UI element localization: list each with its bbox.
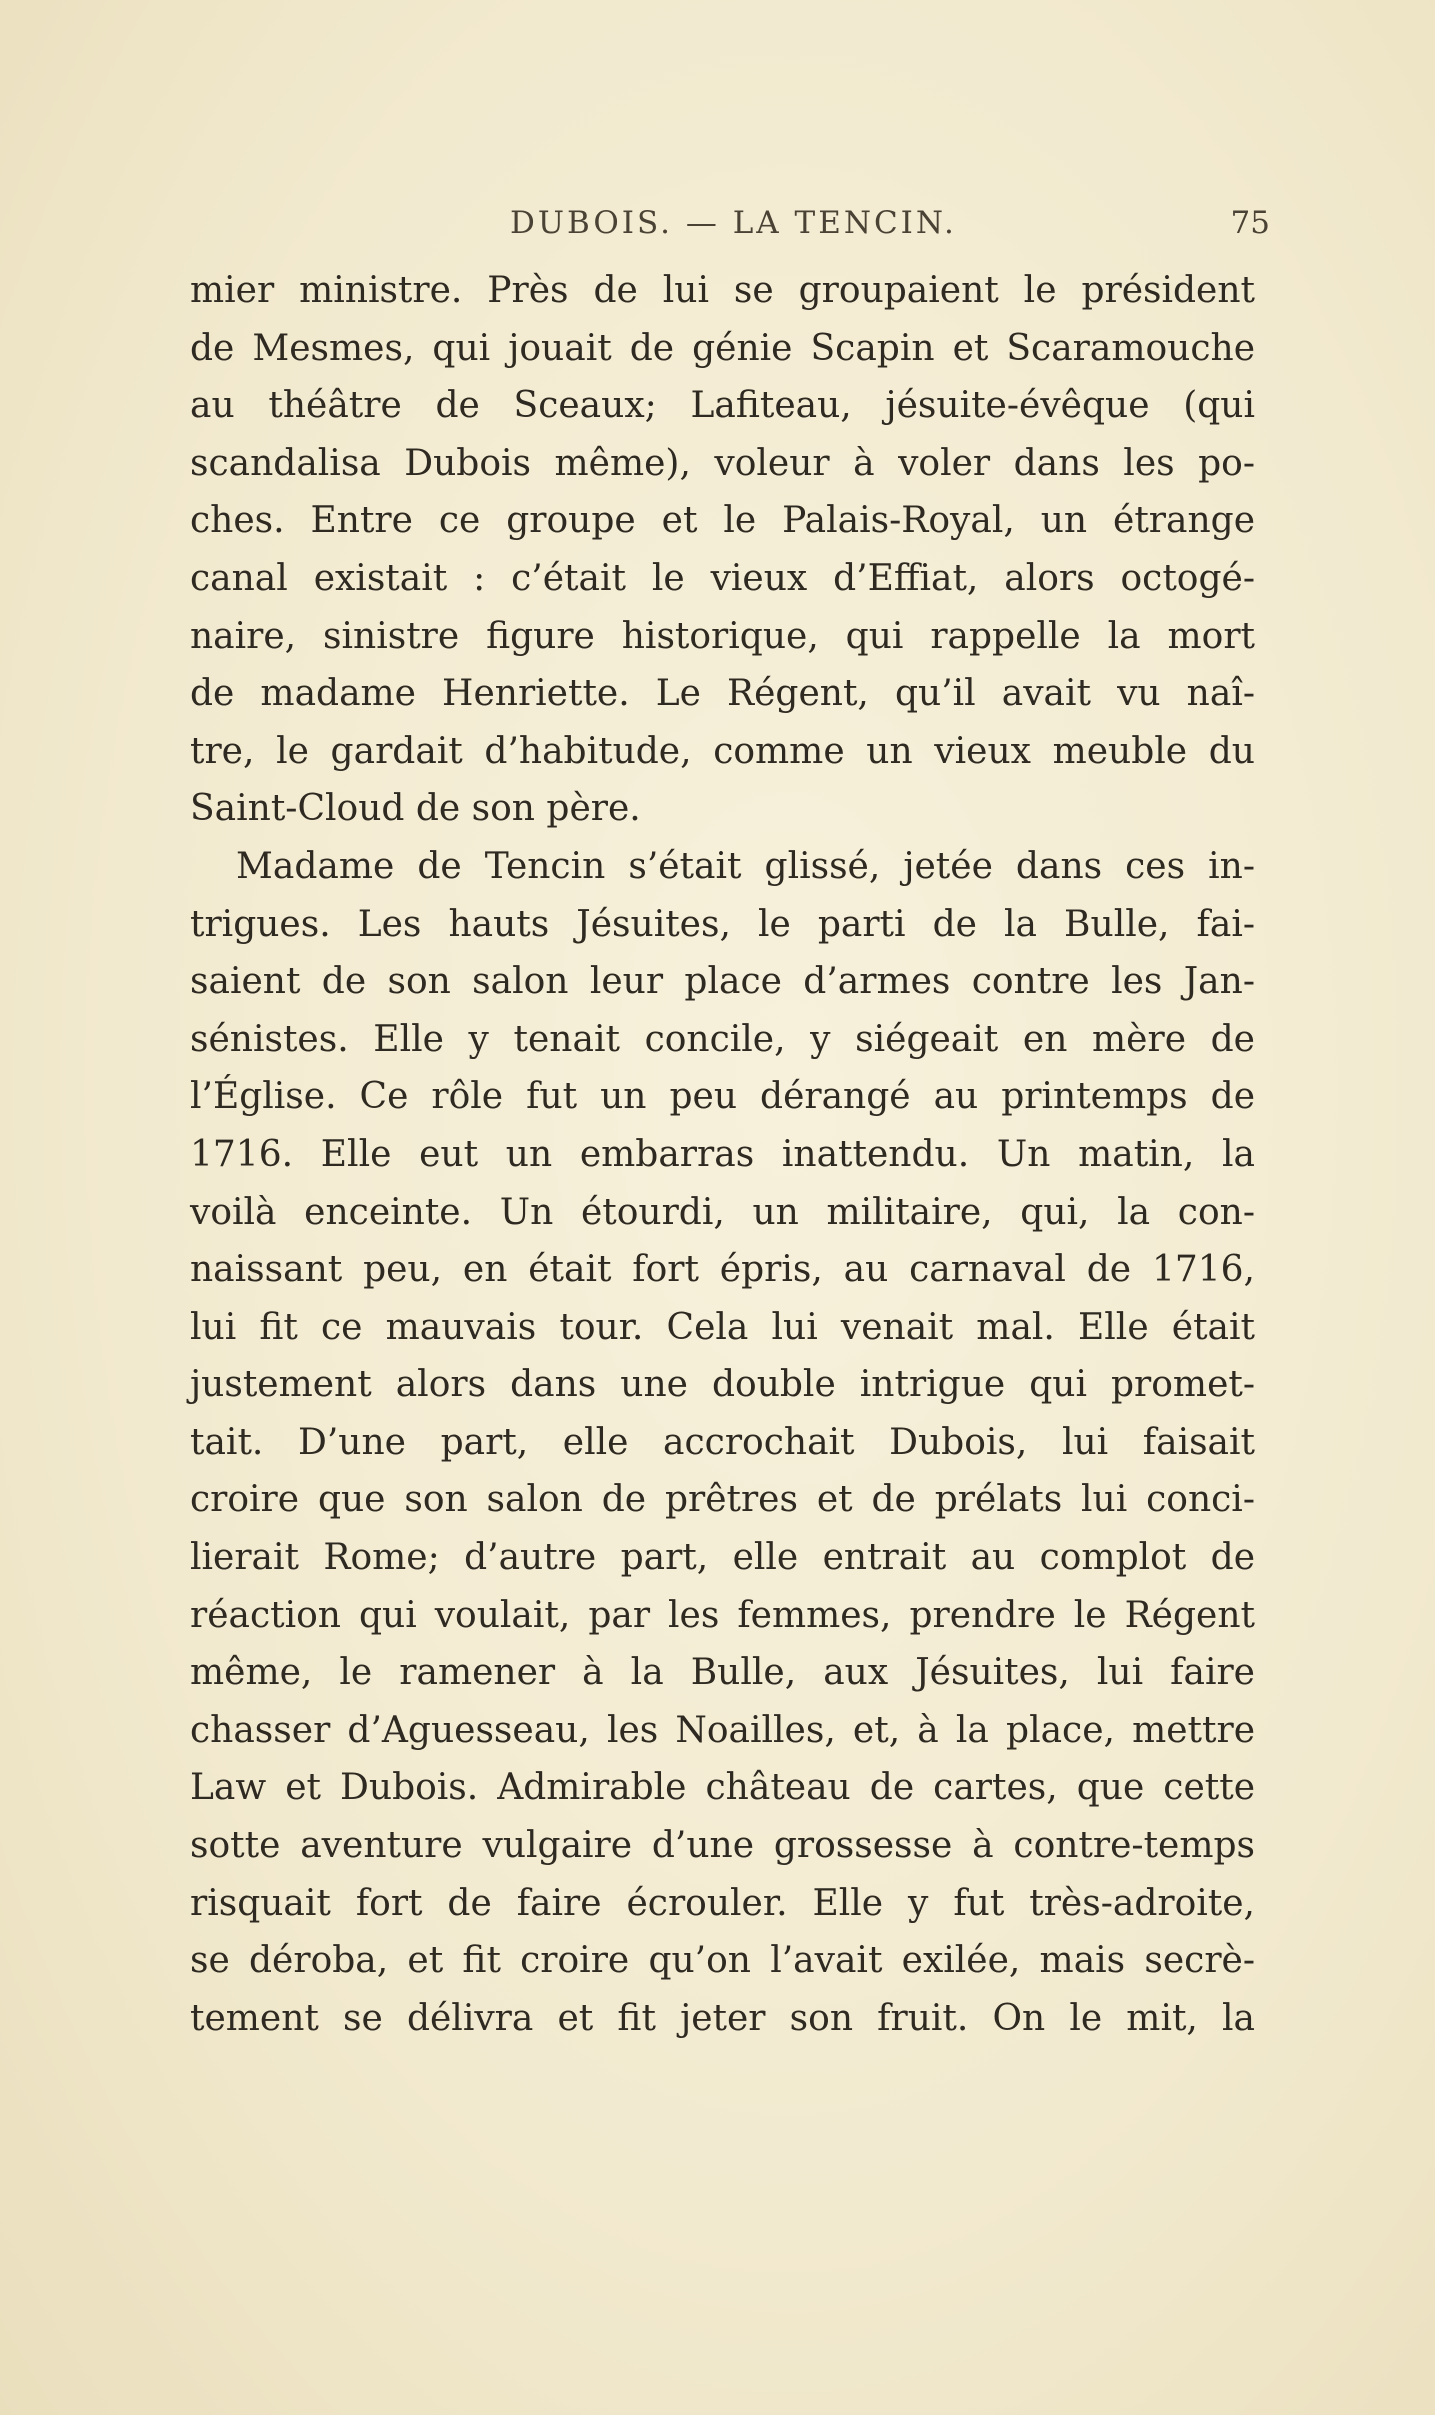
text-line: trigues. Les hauts Jésuites, le parti de la Bulle, fai- xyxy=(190,903,1255,945)
text-line: sénistes. Elle y tenait concile, y siégeait en mère de xyxy=(190,1018,1255,1060)
text-line: voilà enceinte. Un étourdi, un militaire, qui, la con- xyxy=(190,1191,1255,1233)
text-line: tait. D’une part, elle accrochait Dubois, lui faisait xyxy=(190,1421,1255,1463)
text-line: canal existait : c’était le vieux d’Effiat, alors octogé- xyxy=(190,557,1255,599)
text-line: réaction qui voulait, par les femmes, prendre le Régent xyxy=(190,1594,1255,1636)
text-line: naissant peu, en était fort épris, au carnaval de 1716, xyxy=(190,1249,1255,1291)
text-line: au théâtre de Sceaux; Lafiteau, jésuite-évêque (qui xyxy=(190,385,1255,427)
text-line: de Mesmes, qui jouait de génie Scapin et Scaramouche xyxy=(190,327,1255,369)
text-line: tre, le gardait d’habitude, comme un vieux meuble du xyxy=(190,730,1255,772)
text-line: chasser d’Aguesseau, les Noailles, et, à la place, mettre xyxy=(190,1709,1255,1751)
text-line: mier ministre. Près de lui se groupaient le président xyxy=(190,270,1255,311)
text-line: Law et Dubois. Admirable château de cartes, que cette xyxy=(190,1767,1255,1809)
text-line: risquait fort de faire écrouler. Elle y fut très-adroite, xyxy=(190,1882,1255,1924)
text-line: tement se délivra et fit jeter son fruit. On le mit, la xyxy=(190,1997,1255,2039)
text-line: justement alors dans une double intrigue qui promet- xyxy=(190,1364,1255,1406)
running-head xyxy=(190,205,1270,255)
text-line: scandalisa Dubois même), voleur à voler dans les po- xyxy=(190,442,1255,484)
text-line: ches. Entre ce groupe et le Palais-Royal, un étrange xyxy=(190,500,1255,542)
text-line: lierait Rome; d’autre part, elle entrait au complot de xyxy=(190,1537,1255,1579)
body-text xyxy=(190,262,1255,2047)
text-line: naire, sinistre figure historique, qui rappelle la mort xyxy=(190,615,1255,657)
text-line: se déroba, et fit croire qu’on l’avait exilée, mais secrè- xyxy=(190,1940,1255,1982)
text-line: lui fit ce mauvais tour. Cela lui venait mal. Elle était xyxy=(190,1306,1255,1348)
page-number: 75 xyxy=(1230,205,1270,241)
text-line: croire que son salon de prêtres et de prélats lui conci- xyxy=(190,1479,1255,1521)
text-line: l’Église. Ce rôle fut un peu dérangé au printemps de xyxy=(190,1076,1255,1118)
text-line: de madame Henriette. Le Régent, qu’il avait vu naî- xyxy=(190,673,1255,715)
running-title: DUBOIS. — LA TENCIN. xyxy=(510,205,957,241)
text-line: Saint-Cloud de son père. xyxy=(190,788,641,830)
text-line: saient de son salon leur place d’armes contre les Jan- xyxy=(190,961,1255,1003)
text-line: Madame de Tencin s’était glissé, jetée dans ces in- xyxy=(236,845,1255,887)
text-line: sotte aventure vulgaire d’une grossesse à contre-temps xyxy=(190,1825,1255,1867)
text-line: même, le ramener à la Bulle, aux Jésuites, lui faire xyxy=(190,1652,1255,1694)
text-line: 1716. Elle eut un embarras inattendu. Un matin, la xyxy=(190,1133,1255,1175)
